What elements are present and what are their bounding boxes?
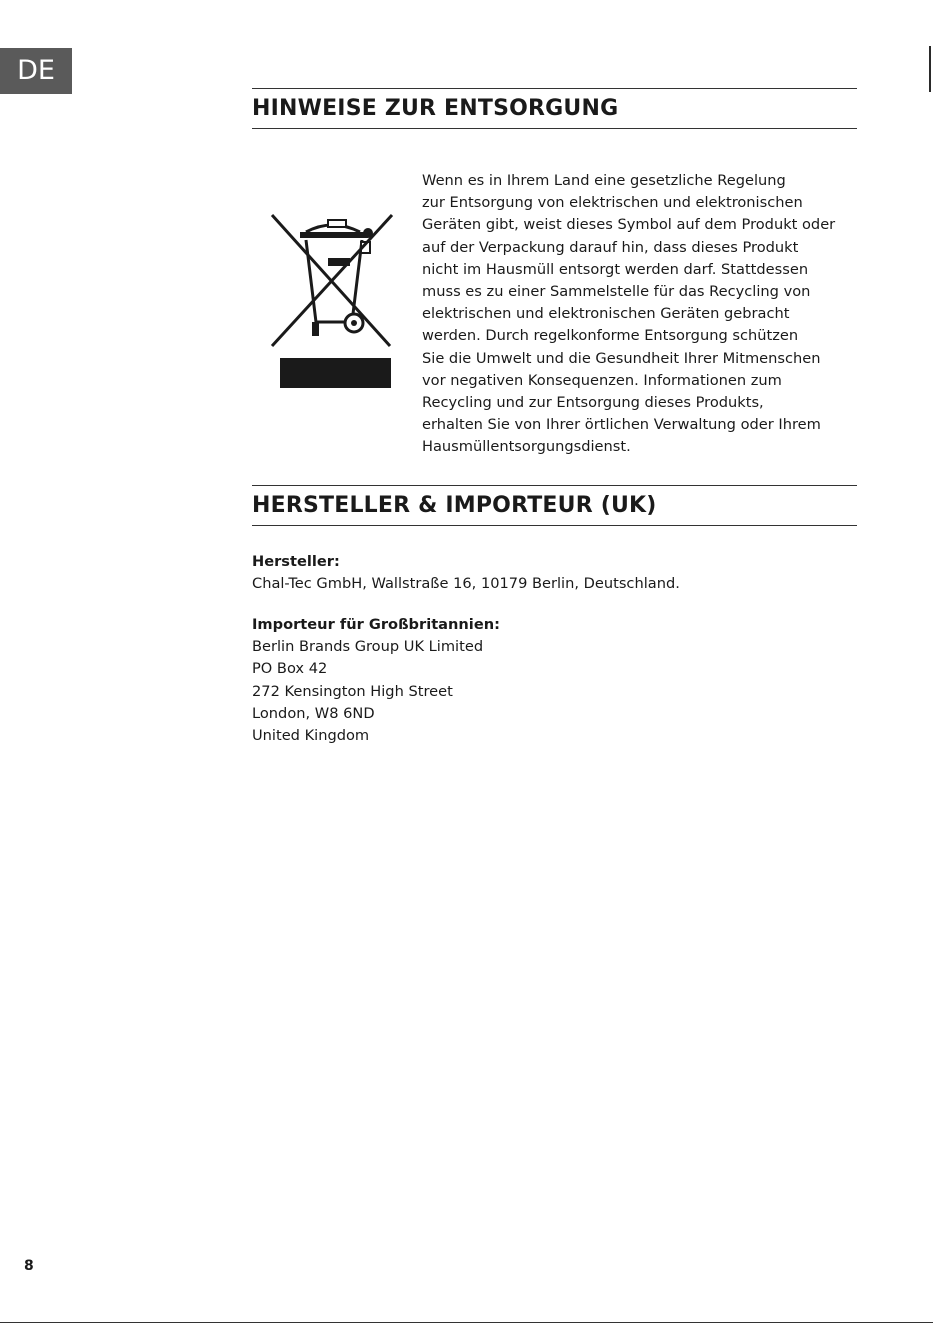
disposal-section-header [252,88,857,129]
importer-address-line: Berlin Brands Group UK Limited [252,638,484,656]
disposal-section-title: HINWEISE ZUR ENTSORGUNG [252,96,619,121]
edge-marker [929,46,931,92]
importer-address-line: PO Box 42 [252,660,328,678]
text-line: muss es zu einer Sammelstelle für das Recycling von [422,283,811,301]
text-line: Recycling und zur Entsorgung dieses Produkts, [422,394,764,412]
manufacturer-label: Hersteller: [252,553,340,570]
importer-address-line: London, W8 6ND [252,704,375,722]
manufacturer-section [252,485,857,526]
page-number: 8 [24,1258,34,1274]
disposal-text [422,170,852,459]
importer-info [252,614,857,747]
text-line: auf der Verpackung darauf hin, dass dieses Produkt [422,238,799,256]
importer-address-line: 272 Kensington High Street [252,682,453,700]
text-line: Geräten gibt, weist dieses Symbol auf dem Produkt oder [422,216,836,234]
text-line: vor negativen Konsequenzen. Informationen zum [422,371,782,389]
text-line: Wenn es in Ihrem Land eine gesetzliche Regelung [422,172,786,189]
manufacturer-info [252,551,857,595]
text-line: nicht im Hausmüll entsorgt werden darf. Stattdessen [422,260,809,278]
manufacturer-section-title: HERSTELLER & IMPORTEUR (UK) [252,493,657,518]
bottom-rule [0,1322,933,1323]
text-line: Sie die Umwelt und die Gesundheit Ihrer Mitmenschen [422,349,821,367]
text-line: erhalten Sie von Ihrer örtlichen Verwaltung oder Ihrem [422,416,821,434]
manufacturer-address: Chal-Tec GmbH, Wallstraße 16, 10179 Berlin, Deutschland. [252,575,680,593]
importer-address-line: United Kingdom [252,727,370,745]
text-line: Hausmüllentsorgungsdienst. [422,438,631,456]
crossed-out-wheelie-bin-icon [268,210,396,390]
language-tab: DE [0,48,72,94]
text-line: elektrischen und elektronischen Geräten gebracht [422,305,790,323]
manufacturer-section-header [252,485,857,526]
disposal-section [252,88,857,129]
importer-label: Importeur für Großbritannien: [252,616,500,633]
text-line: werden. Durch regelkonforme Entsorgung schützen [422,327,799,345]
text-line: zur Entsorgung von elektrischen und elektronischen [422,194,803,212]
